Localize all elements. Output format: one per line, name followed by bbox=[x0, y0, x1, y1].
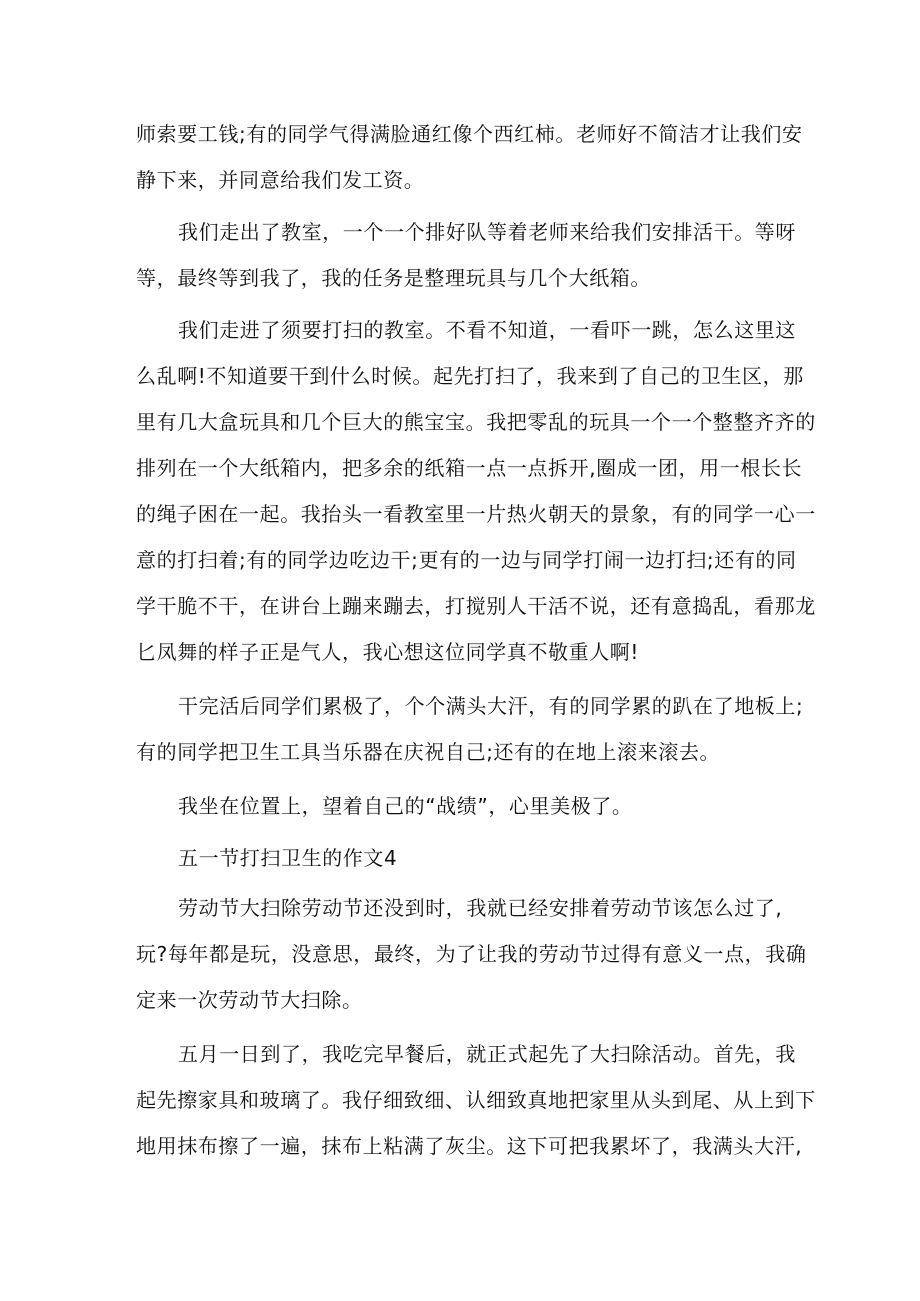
text-line: 有的同学把卫生工具当乐器在庆祝自己;还有的在地上滚来滚去。 bbox=[136, 740, 721, 764]
section-heading: 五一节打扫卫生的作文4 bbox=[178, 846, 398, 870]
text-line: 匕凤舞的样子正是气人，我心想这位同学真不敬重人啊! bbox=[136, 640, 640, 664]
text-line: 定来一次劳动节大扫除。 bbox=[136, 988, 363, 1012]
text-line: 么乱啊!不知道要干到什么时候。起先打扫了，我来到了自己的卫生区，那 bbox=[136, 364, 804, 388]
paragraph-start-line: 我们走出了教室，一个一个排好队等着老师来给我们安排活干。等呀 bbox=[178, 220, 796, 244]
text-line: 静下来，并同意给我们发工资。 bbox=[136, 168, 425, 192]
text-line: 学干脆不干，在讲台上蹦来蹦去，打搅别人干活不说，还有意捣乱，看那龙 bbox=[136, 594, 816, 618]
text-line: 的绳子困在一起。我抬头一看教室里一片热火朝天的景象，有的同学一心一 bbox=[136, 502, 816, 526]
text-line: 里有几大盒玩具和几个巨大的熊宝宝。我把零乱的玩具一个一个整整齐齐的 bbox=[136, 410, 816, 434]
paragraph-start-line: 干完活后同学们累极了，个个满头大汗，有的同学累的趴在了地板上; bbox=[178, 694, 804, 718]
paragraph-start-line: 我坐在位置上，望着自己的“战绩”，心里美极了。 bbox=[178, 794, 633, 818]
text-line: 意的打扫着;有的同学边吃边干;更有的一边与同学打闹一边打扫;还有的同 bbox=[136, 548, 797, 572]
paragraph-start-line: 我们走进了须要打扫的教室。不看不知道，一看吓一跳，怎么这里这 bbox=[178, 318, 796, 342]
paragraph-start-line: 五月一日到了，我吃完早餐后，就正式起先了大扫除活动。首先，我 bbox=[178, 1042, 796, 1066]
text-line: 起先擦家具和玻璃了。我仔细致细、认细致真地把家里从头到尾、从上到下 bbox=[136, 1088, 816, 1112]
text-line: 师索要工钱;有的同学气得满脸通红像个西红柿。老师好不简洁才让我们安 bbox=[136, 122, 803, 146]
text-line: 地用抹布擦了一遍，抹布上粘满了灰尘。这下可把我累坏了，我满头大汗, bbox=[136, 1134, 803, 1158]
text-line: 玩?每年都是玩，没意思，最终，为了让我的劳动节过得有意义一点，我确 bbox=[136, 942, 807, 966]
paragraph-start-line: 劳动节大扫除劳动节还没到时，我就已经安排着劳动节该怎么过了, bbox=[178, 896, 783, 920]
text-line: 等，最终等到我了，我的任务是整理玩具与几个大纸箱。 bbox=[136, 266, 651, 290]
text-line: 排列在一个大纸箱内，把多余的纸箱一点一点拆开,圈成一团，用一根长长 bbox=[136, 456, 803, 480]
